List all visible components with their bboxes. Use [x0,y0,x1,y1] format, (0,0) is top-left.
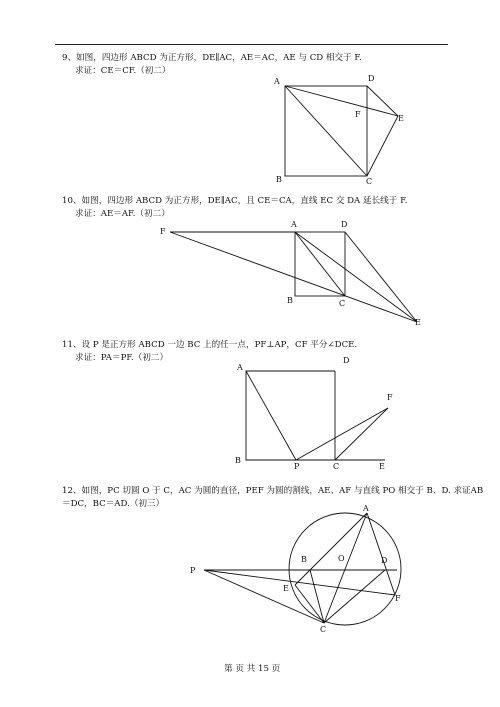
fig9-label-e: E [398,114,404,123]
fig12-label-c: C [320,625,327,634]
fig12-label-o: O [338,554,345,563]
fig12-label-p: P [190,566,196,575]
fig9-label-b: B [276,175,282,184]
fig11-label-d: D [343,356,350,365]
figure-12 [190,504,401,634]
fig12-label-b: B [301,555,307,564]
figure-10 [160,220,421,327]
fig10-line-fe [170,232,417,322]
problem-11-statement: 11、设 P 是正方形 ABCD 一边 BC 上的任一点，PF⊥AP，CF 平分∠DCE. [62,340,358,350]
fig11-label-a: A [237,363,243,372]
fig9-diagonal-ac [285,86,367,176]
fig11-label-f: F [387,393,393,402]
problem-10-prove: 求证：AE＝AF.（初二） [75,209,170,219]
fig11-label-e: E [379,462,385,471]
problem-9-statement: 9、如图，四边形 ABCD 为正方形，DE∥AC，AE＝AC，AE 与 CD 相交于 F. [62,53,362,63]
problem-11-prove: 求证：PA＝PF.（初二） [75,353,169,363]
fig9-segment-ce [367,116,398,176]
page-footer: 第 页 共 15 页 [224,664,281,674]
fig11-label-c: C [333,462,340,471]
fig11-segment-ap [246,371,296,460]
fig11-segment-cf [335,408,388,460]
fig12-segment-ec [295,585,324,623]
fig10-label-f: F [160,227,166,236]
fig10-label-e: E [415,318,421,327]
fig10-label-d: D [341,220,348,229]
fig11-label-b: B [235,456,241,465]
fig12-label-a: A [363,504,369,513]
problem-10-statement: 10、如图，四边形 ABCD 为正方形，DE∥AC，且 CE＝CA，直线 EC 交 DA 延长线于 F. [62,196,408,206]
fig12-segment-ae [295,513,367,585]
fig9-label-c: C [366,177,373,186]
fig11-label-p: P [294,462,300,471]
fig9-label-d: D [368,74,375,83]
fig12-diameter-ac [324,513,367,623]
problem-12-statement-line2: ＝DC，BC＝AD.（初三） [62,499,165,509]
fig12-segment-bc [310,570,324,623]
fig9-label-f: F [355,110,361,119]
fig9-label-a: A [274,77,280,86]
problem-12-statement-line1: 12、如图，PC 切圆 O 于 C，AC 为圆的直径，PEF 为圆的割线，AE、AF 与直线 PO 相交于 B、D. 求证AB [62,486,484,496]
figure-11 [235,356,393,471]
figure-9 [273,74,404,186]
fig12-segment-af [367,513,395,595]
fig12-label-f: F [395,594,401,603]
fig9-segment-ae [285,86,398,116]
fig11-square-and-extension [246,371,385,460]
fig11-segment-pf [296,408,388,460]
fig12-label-e: E [283,584,289,593]
problem-9-prove: 求证：CE＝CF.（初二） [75,66,171,76]
fig10-label-a: A [291,220,297,229]
fig10-label-b: B [287,296,293,305]
fig12-segment-dc [324,570,385,623]
fig12-label-d: D [381,556,388,565]
fig10-label-c: C [339,299,346,308]
